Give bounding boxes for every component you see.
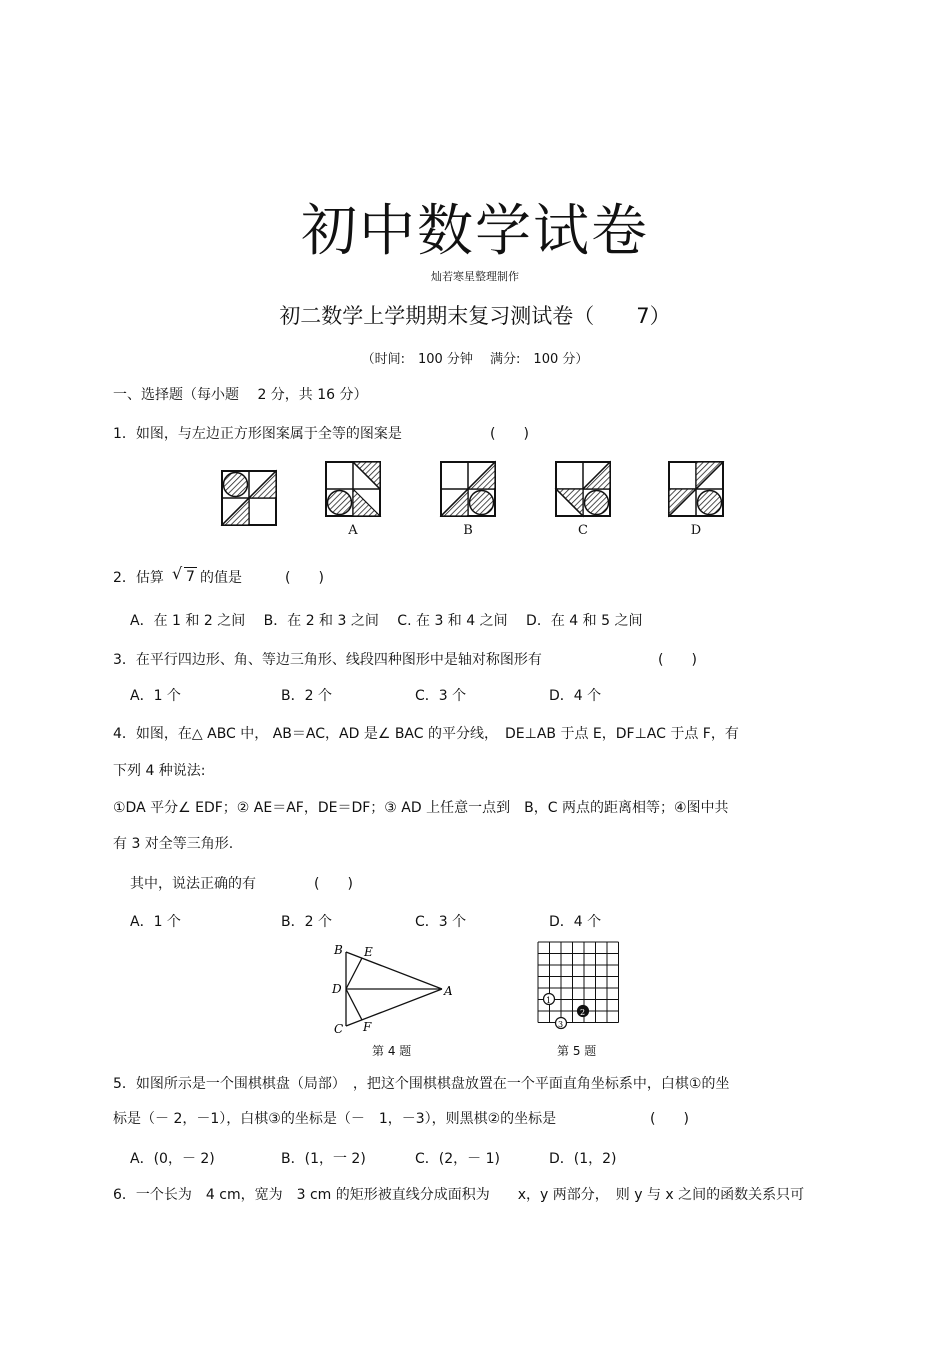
section-heading: 一、选择题（每小题 2 分，共 16 分） bbox=[113, 387, 368, 403]
option-d-square bbox=[669, 462, 723, 516]
question-3-paren: ( ) bbox=[658, 652, 697, 668]
point-f-label: F bbox=[363, 1020, 372, 1034]
question-4-line-4: 有 3 对全等三角形. bbox=[113, 836, 234, 852]
question-4-figure bbox=[328, 940, 468, 1040]
question-3-option-b: B．2 个 bbox=[281, 688, 332, 704]
document-subtitle: 灿若寒星整理制作 bbox=[431, 270, 519, 283]
question-4-paren: ( ) bbox=[314, 876, 353, 892]
option-b-label: B bbox=[463, 523, 473, 538]
option-a-square bbox=[326, 462, 380, 516]
question-5-line-1: 5．如图所示是一个围棋棋盘（局部） ，把这个围棋棋盘放置在一个平面直角坐标系中，白棋①的坐 bbox=[113, 1076, 730, 1092]
svg-text:1: 1 bbox=[546, 996, 552, 1005]
option-c-square bbox=[556, 462, 610, 516]
exam-title: 初二数学上学期期末复习测试卷（ 7） bbox=[279, 304, 671, 328]
question-1-stem: 1．如图，与左边正方形图案属于全等的图案是 bbox=[113, 426, 402, 442]
point-d-label: D bbox=[332, 982, 342, 996]
question-5-option-d: D．(1，2) bbox=[549, 1151, 617, 1167]
sqrt-radicand: 7 bbox=[186, 569, 195, 585]
option-d-label: D bbox=[690, 523, 702, 538]
question-3-option-c: C．3 个 bbox=[415, 688, 467, 704]
point-c-label: C bbox=[334, 1022, 344, 1036]
question-2-paren: ( ) bbox=[285, 570, 324, 586]
question-5-caption: 第 5 题 bbox=[557, 1044, 597, 1058]
option-b-square bbox=[441, 462, 495, 516]
question-4-line-3: ①DA 平分∠ EDF；② AE＝AF，DE＝DF；③ AD 上任意一点到 B，C 两点的距离相等；④图中共 bbox=[113, 800, 729, 816]
question-5-option-a: A．(0，－ 2) bbox=[130, 1151, 215, 1167]
svg-text:2: 2 bbox=[580, 1008, 586, 1017]
question-4-option-d: D．4 个 bbox=[549, 914, 602, 930]
question-4-line-5: 其中，说法正确的有 bbox=[130, 876, 256, 892]
svg-text:3: 3 bbox=[558, 1020, 564, 1029]
question-4-caption: 第 4 题 bbox=[372, 1044, 412, 1058]
question-5-line-2: 标是（－ 2，－1），白棋③的坐标是（－ 1，－3），则黑棋②的坐标是 bbox=[113, 1111, 557, 1127]
time-info: （时间: 100 分钟 满分: 100 分） bbox=[361, 352, 589, 367]
question-6-line-1: 6．一个长为 4 cm，宽为 3 cm 的矩形被直线分成面积为 x，y 两部分， 则 y 与 x 之间的函数关系只可 bbox=[113, 1187, 805, 1203]
question-5-paren: ( ) bbox=[650, 1111, 689, 1127]
question-2-options: A．在 1 和 2 之间 B．在 2 和 3 之间 C. 在 3 和 4 之间 D．在 4 和 5 之间 bbox=[130, 613, 643, 629]
question-4-line-1: 4．如图，在△ ABC 中， AB＝AC，AD 是∠ BAC 的平分线， DE⊥AB 于点 E，DF⊥AC 于点 F，有 bbox=[113, 726, 739, 742]
question-4-option-b: B．2 个 bbox=[281, 914, 332, 930]
option-a-label: A bbox=[348, 523, 358, 538]
question-5-figure bbox=[534, 938, 630, 1038]
question-3-option-a: A．1 个 bbox=[130, 688, 181, 704]
reference-square bbox=[222, 471, 276, 525]
question-5-option-b: B．(1，一 2) bbox=[281, 1151, 366, 1167]
question-5-option-c: C．(2，－ 1) bbox=[415, 1151, 500, 1167]
question-3-stem: 3．在平行四边形、角、等边三角形、线段四种图形中是轴对称图形有 bbox=[113, 652, 542, 668]
question-4-line-2: 下列 4 种说法: bbox=[113, 763, 206, 779]
question-1-paren: ( ) bbox=[490, 426, 529, 442]
option-c-label: C bbox=[578, 523, 588, 538]
question-2-stem-b: 的值是 bbox=[200, 570, 242, 586]
point-a-label: A bbox=[444, 984, 453, 998]
question-4-option-c: C．3 个 bbox=[415, 914, 467, 930]
question-3-option-d: D．4 个 bbox=[549, 688, 602, 704]
sqrt-icon: √ bbox=[172, 564, 183, 583]
point-e-label: E bbox=[364, 945, 373, 959]
question-2-stem-a: 2．估算 bbox=[113, 570, 164, 586]
question-4-option-a: A．1 个 bbox=[130, 914, 181, 930]
point-b-label: B bbox=[334, 943, 343, 957]
document-title: 初中数学试卷 bbox=[301, 199, 649, 264]
